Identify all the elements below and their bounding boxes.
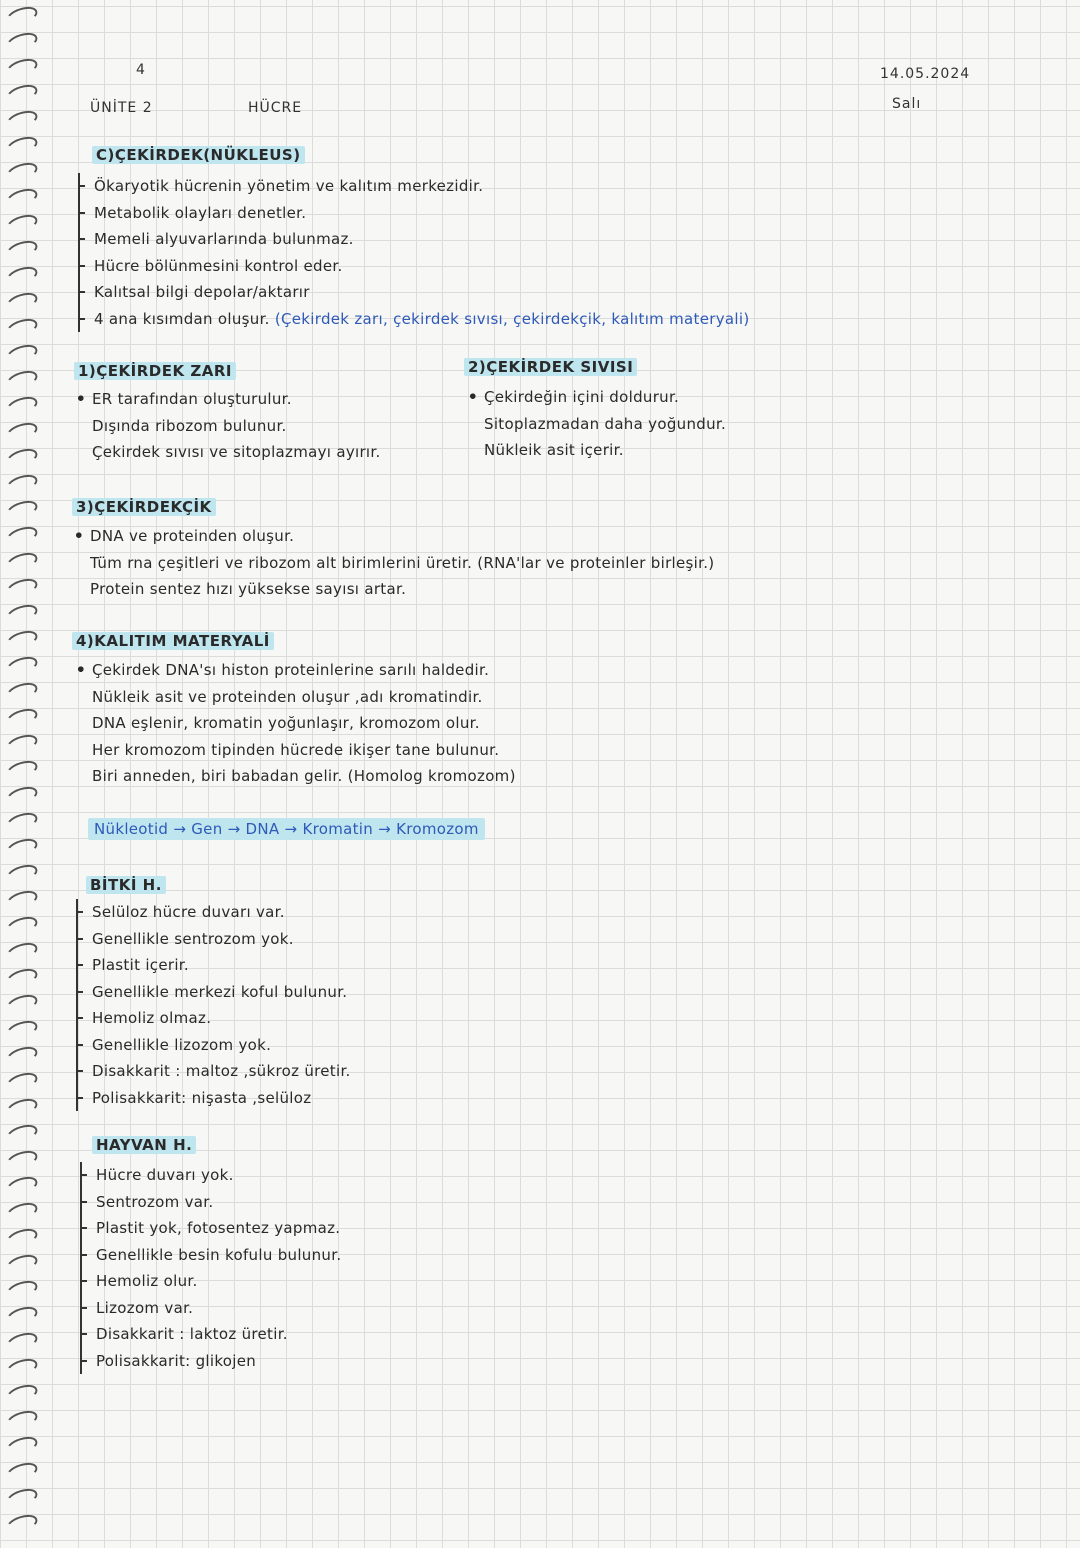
nucleolus-title: 3)ÇEKİRDEKÇİK: [72, 498, 216, 516]
nucleolus-item: • Tüm rna çeşitleri ve ribozom alt birimlerini üretir. (RNA'lar ve proteinler birleşir.): [74, 550, 714, 577]
spiral-ring: [4, 549, 39, 574]
spiral-ring: [4, 523, 39, 548]
spiral-ring: [4, 757, 39, 782]
hierarchy-flow: Nükleotid → Gen → DNA → Kromatin → Kromozom: [88, 820, 485, 838]
plant-title: BİTKİ H.: [86, 876, 166, 894]
animal-title: HAYVAN H.: [92, 1136, 196, 1154]
spiral-ring: [4, 237, 39, 262]
plant-item: Plastit içerir.: [92, 952, 351, 979]
membrane-item: • Dışında ribozom bulunur.: [76, 413, 381, 440]
spiral-ring: [4, 731, 39, 756]
spiral-ring: [4, 1017, 39, 1042]
spiral-ring: [4, 1433, 39, 1458]
spiral-ring: [4, 1043, 39, 1068]
spiral-ring: [4, 29, 39, 54]
spiral-ring: [4, 393, 39, 418]
spiral-ring: [4, 1251, 39, 1276]
nucleolus-item: • Protein sentez hızı yüksekse sayısı artar.: [74, 576, 714, 603]
membrane-item: • ER tarafından oluşturulur.: [76, 386, 381, 413]
spiral-ring: [4, 1407, 39, 1432]
animal-item: Hemoliz olur.: [96, 1268, 341, 1295]
spiral-ring: [4, 81, 39, 106]
spiral-ring: [4, 1225, 39, 1250]
membrane-title: 1)ÇEKİRDEK ZARI: [74, 362, 236, 380]
spiral-ring: [4, 575, 39, 600]
animal-list: [80, 1162, 341, 1374]
spiral-ring: [4, 991, 39, 1016]
spiral-ring: [4, 315, 39, 340]
spiral-ring: [4, 133, 39, 158]
plant-item: Genellikle sentrozom yok.: [92, 926, 351, 953]
genetic-item: • Çekirdek DNA'sı histon proteinlerine sarılı haldedir.: [76, 657, 516, 684]
spiral-ring: [4, 679, 39, 704]
fluid-list: [468, 384, 726, 464]
spiral-ring: [4, 783, 39, 808]
animal-item: Genellikle besin kofulu bulunur.: [96, 1242, 341, 1269]
nucleus-item-last: [94, 306, 749, 333]
spiral-ring: [4, 211, 39, 236]
nucleolus-item: • DNA ve proteinden oluşur.: [74, 523, 714, 550]
nucleus-item: Memeli alyuvarlarında bulunmaz.: [94, 226, 749, 253]
nucleus-item: Hücre bölünmesini kontrol eder.: [94, 253, 749, 280]
spiral-ring: [4, 263, 39, 288]
nucleus-list: [78, 173, 749, 332]
plant-item: Genellikle merkezi koful bulunur.: [92, 979, 351, 1006]
animal-item: Plastit yok, fotosentez yapmaz.: [96, 1215, 341, 1242]
spiral-ring: [4, 107, 39, 132]
nucleus-item-text: 4 ana kısımdan oluşur.: [94, 309, 270, 328]
membrane-list: [76, 386, 381, 466]
spiral-ring: [4, 965, 39, 990]
spiral-ring: [4, 471, 39, 496]
spiral-ring: [4, 887, 39, 912]
spiral-ring: [4, 1199, 39, 1224]
membrane-item: • Çekirdek sıvısı ve sitoplazmayı ayırır.: [76, 439, 381, 466]
spiral-ring: [4, 1329, 39, 1354]
fluid-item: • Çekirdeğin içini doldurur.: [468, 384, 726, 411]
animal-item: Lizozom var.: [96, 1295, 341, 1322]
spiral-ring: [4, 185, 39, 210]
nucleolus-list: [74, 523, 714, 603]
spiral-ring: [4, 1173, 39, 1198]
nucleus-item: Kalıtsal bilgi depolar/aktarır: [94, 279, 749, 306]
plant-item: Genellikle lizozom yok.: [92, 1032, 351, 1059]
spiral-ring: [4, 705, 39, 730]
page-number: 4: [136, 62, 146, 78]
nucleus-item-note: (Çekirdek zarı, çekirdek sıvısı, çekirdekçik, kalıtım materyali): [274, 309, 750, 328]
unit-label: ÜNİTE 2: [90, 100, 153, 116]
genetic-title: 4)KALITIM MATERYALİ: [72, 632, 274, 650]
nucleus-item: Ökaryotik hücrenin yönetim ve kalıtım merkezidir.: [94, 173, 749, 200]
spiral-ring: [4, 1459, 39, 1484]
genetic-item: • Nükleik asit ve proteinden oluşur ,adı kromatindir.: [76, 684, 516, 711]
spiral-ring: [4, 601, 39, 626]
spiral-ring: [4, 653, 39, 678]
genetic-list: [76, 657, 516, 790]
spiral-ring: [4, 913, 39, 938]
spiral-ring: [4, 1381, 39, 1406]
spiral-ring: [4, 159, 39, 184]
fluid-item: • Nükleik asit içerir.: [468, 437, 726, 464]
spiral-ring: [4, 1511, 39, 1536]
genetic-item: • DNA eşlenir, kromatin yoğunlaşır, kromozom olur.: [76, 710, 516, 737]
genetic-item: • Biri anneden, biri babadan gelir. (Homolog kromozom): [76, 763, 516, 790]
spiral-ring: [4, 367, 39, 392]
spiral-ring: [4, 1121, 39, 1146]
fluid-title: 2)ÇEKİRDEK SIVISI: [464, 358, 637, 376]
spiral-ring: [4, 861, 39, 886]
animal-item: Polisakkarit: glikojen: [96, 1348, 341, 1375]
animal-item: Sentrozom var.: [96, 1189, 341, 1216]
spiral-ring: [4, 1355, 39, 1380]
spiral-ring: [4, 419, 39, 444]
plant-item: Disakkarit : maltoz ,sükroz üretir.: [92, 1058, 351, 1085]
plant-item: Hemoliz olmaz.: [92, 1005, 351, 1032]
spiral-ring: [4, 627, 39, 652]
spiral-ring: [4, 497, 39, 522]
spiral-ring: [4, 3, 39, 28]
nucleus-item: Metabolik olayları denetler.: [94, 200, 749, 227]
plant-list: [76, 899, 351, 1111]
spiral-ring: [4, 1485, 39, 1510]
animal-item: Disakkarit : laktoz üretir.: [96, 1321, 341, 1348]
genetic-item: • Her kromozom tipinden hücrede ikişer tane bulunur.: [76, 737, 516, 764]
spiral-binding: [0, 0, 44, 1548]
spiral-ring: [4, 939, 39, 964]
nucleus-title: C)ÇEKİRDEK(NÜKLEUS): [92, 146, 305, 164]
date: 14.05.2024: [880, 66, 971, 82]
spiral-ring: [4, 445, 39, 470]
spiral-ring: [4, 835, 39, 860]
spiral-ring: [4, 809, 39, 834]
spiral-ring: [4, 1277, 39, 1302]
spiral-ring: [4, 1303, 39, 1328]
fluid-item: • Sitoplazmadan daha yoğundur.: [468, 411, 726, 438]
plant-item: Polisakkarit: nişasta ,selüloz: [92, 1085, 351, 1112]
topic-label: HÜCRE: [248, 100, 303, 116]
spiral-ring: [4, 341, 39, 366]
plant-item: Selüloz hücre duvarı var.: [92, 899, 351, 926]
spiral-ring: [4, 1069, 39, 1094]
animal-item: Hücre duvarı yok.: [96, 1162, 341, 1189]
spiral-ring: [4, 55, 39, 80]
spiral-ring: [4, 289, 39, 314]
day: Salı: [892, 96, 922, 112]
spiral-ring: [4, 1147, 39, 1172]
spiral-ring: [4, 1095, 39, 1120]
